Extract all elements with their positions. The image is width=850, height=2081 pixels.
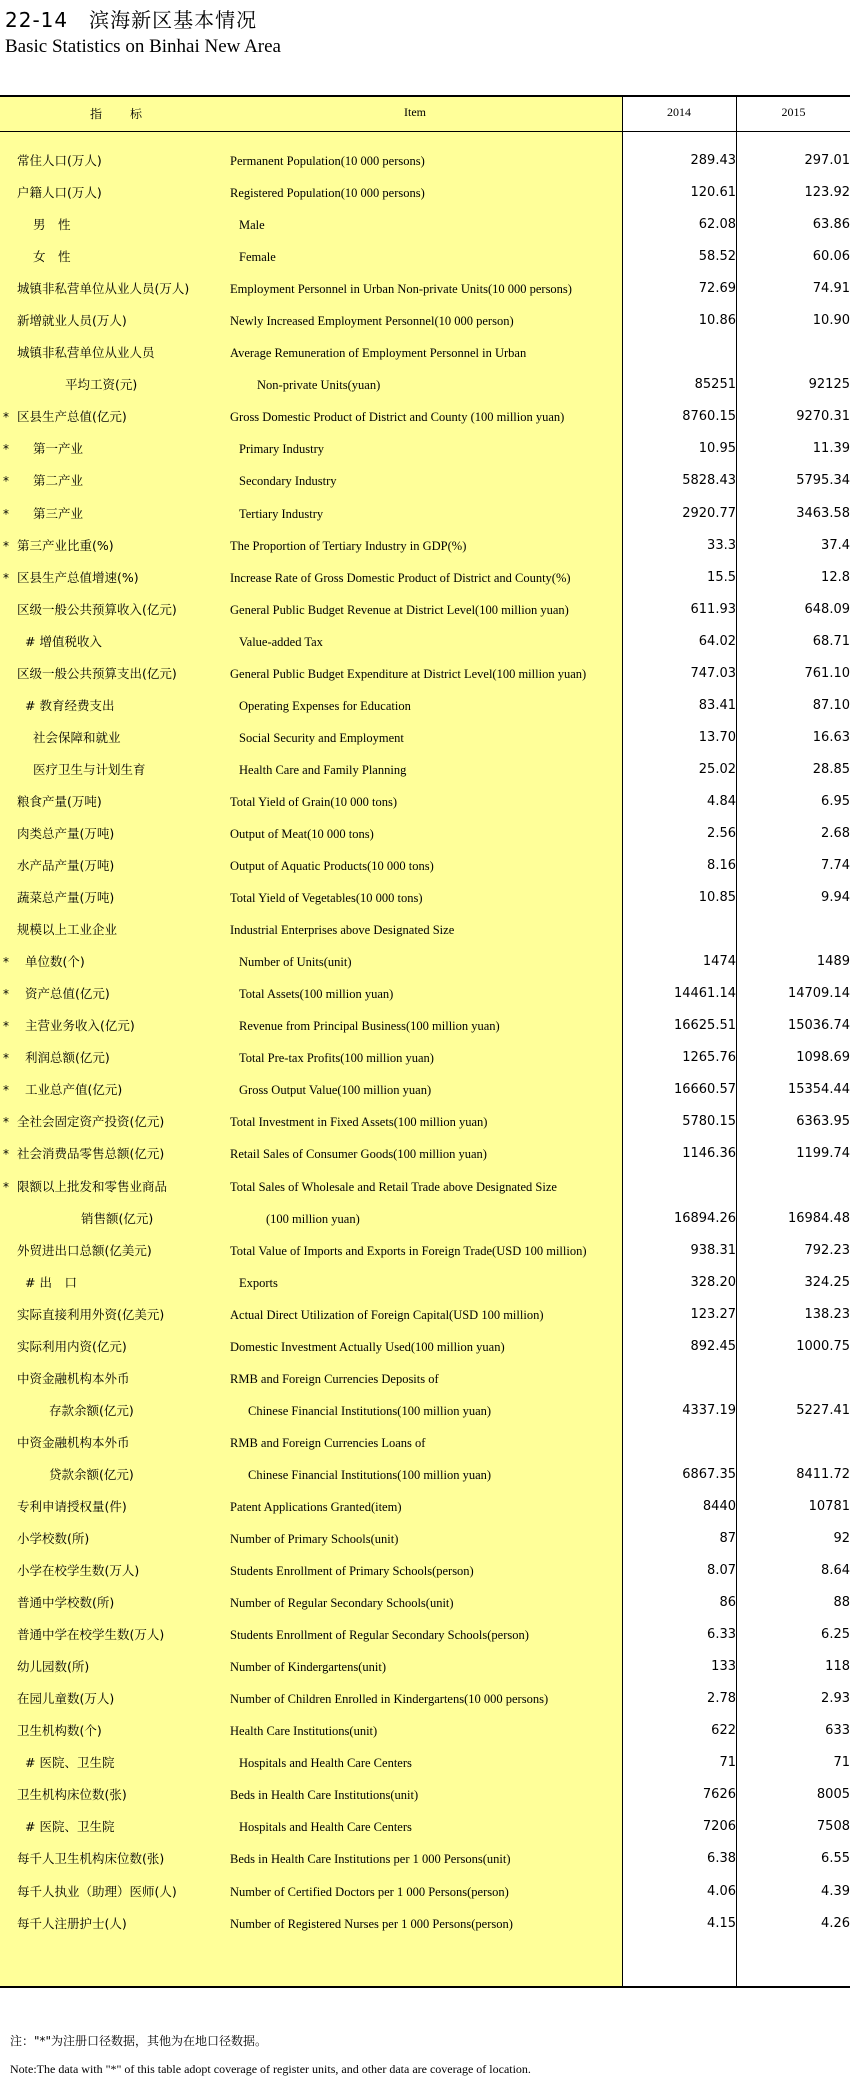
- indicator-label-en: Beds in Health Care Institutions per 1 000 Persons(unit): [230, 1852, 511, 1867]
- table-row: [0, 530, 850, 562]
- value-2015: 792.23: [804, 1242, 850, 1258]
- indicator-label-en: Total Sales of Wholesale and Retail Trade above Designated Size: [230, 1179, 557, 1194]
- value-2015: 15354.44: [787, 1082, 850, 1098]
- table-row: [0, 882, 850, 914]
- value-2015: 14709.14: [787, 986, 850, 1002]
- value-2014: 10.95: [698, 441, 736, 457]
- value-2014: 8.16: [707, 858, 736, 874]
- value-2014: 5780.15: [682, 1114, 736, 1130]
- indicator-label-zh: 第三产业: [33, 505, 84, 521]
- table-row: [0, 433, 850, 465]
- indicator-label-zh: 卫生机构数(个): [17, 1723, 102, 1739]
- value-2014: 622: [711, 1723, 736, 1739]
- indicator-label-zh: 户籍人口(万人): [17, 185, 102, 201]
- table-row: [0, 1747, 850, 1779]
- value-2014: 86: [719, 1595, 736, 1611]
- table-row: [0, 273, 850, 305]
- indicator-label-zh: 小学在校学生数(万人): [17, 1563, 140, 1579]
- indicator-label-zh: 全社会固定资产投资(亿元): [17, 1114, 165, 1130]
- value-2014: 71: [719, 1755, 736, 1771]
- indicator-label-zh: 中资金融机构本外币: [17, 1434, 130, 1450]
- indicator-label-en: Total Investment in Fixed Assets(100 million yuan): [230, 1115, 488, 1130]
- value-2015: 633: [825, 1723, 850, 1739]
- value-2014: 2.56: [707, 825, 736, 841]
- indicator-label-en: Average Remuneration of Employment Personnel in Urban: [230, 346, 527, 361]
- table-row: [0, 626, 850, 658]
- value-2014: 64.02: [698, 633, 736, 649]
- value-2015: 1098.69: [796, 1050, 850, 1066]
- indicator-label-en: RMB and Foreign Currencies Loans of: [230, 1435, 426, 1450]
- register-marker: *: [3, 474, 9, 489]
- value-2015: 138.23: [804, 1306, 850, 1322]
- value-2014: 5828.43: [682, 473, 736, 489]
- value-2014: 6.33: [707, 1627, 736, 1643]
- indicator-label-zh: 单位数(个): [25, 954, 85, 970]
- value-2014: 13.70: [698, 729, 736, 745]
- value-2015: 92125: [808, 377, 850, 393]
- table-row: [0, 1876, 850, 1908]
- table-row: [0, 978, 850, 1010]
- indicator-label-zh: 外贸进出口总额(亿美元): [17, 1242, 152, 1258]
- value-2015: 92: [833, 1531, 850, 1547]
- value-2014: 938.31: [690, 1242, 736, 1258]
- table-row: [0, 1843, 850, 1875]
- page-subtitle: Basic Statistics on Binhai New Area: [5, 36, 281, 57]
- indicator-label-en: Operating Expenses for Education: [239, 698, 411, 713]
- value-2015: 2.93: [821, 1691, 850, 1707]
- table-row: [0, 209, 850, 241]
- indicator-label-en: Total Yield of Vegetables(10 000 tons): [230, 891, 423, 906]
- table-row: [0, 401, 850, 433]
- value-2014: 611.93: [690, 601, 736, 617]
- indicator-label-zh: 资产总值(亿元): [25, 986, 110, 1002]
- indicator-label-zh: 利润总额(亿元): [25, 1050, 110, 1066]
- indicator-label-zh: 水产品产量(万吨): [17, 858, 115, 874]
- indicator-label-en: Value-added Tax: [239, 634, 323, 649]
- indicator-label-zh: 卫生机构床位数(张): [17, 1787, 127, 1803]
- indicator-label-zh: 每千人卫生机构床位数(张): [17, 1851, 165, 1867]
- indicator-label-zh: # 教育经费支出: [25, 697, 115, 713]
- value-2015: 8.64: [821, 1563, 850, 1579]
- table-row: [0, 1010, 850, 1042]
- value-2014: 123.27: [690, 1306, 736, 1322]
- value-2014: 120.61: [690, 185, 736, 201]
- indicator-label-en: General Public Budget Expenditure at District Level(100 million yuan): [230, 666, 587, 681]
- register-marker: *: [3, 955, 9, 970]
- table-row: [0, 1459, 850, 1491]
- indicator-label-zh: 规模以上工业企业: [17, 922, 118, 938]
- value-2014: 4337.19: [682, 1402, 736, 1418]
- indicator-label-zh: 存款余额(亿元): [49, 1402, 134, 1418]
- table-row: [0, 1299, 850, 1331]
- value-2015: 5227.41: [796, 1402, 850, 1418]
- indicator-label-zh: 常住人口(万人): [17, 153, 102, 168]
- indicator-label-zh: 在园儿童数(万人): [17, 1691, 115, 1707]
- table-row: [0, 594, 850, 626]
- value-2015: 15036.74: [787, 1018, 850, 1034]
- table-row: [0, 1779, 850, 1811]
- value-2015: 297.01: [804, 153, 850, 168]
- header-year-2015: 2015: [781, 105, 806, 119]
- value-2015: 16984.48: [787, 1210, 850, 1226]
- indicator-label-en: Permanent Population(10 000 persons): [230, 154, 425, 168]
- indicator-label-zh: 第三产业比重(%): [17, 537, 114, 553]
- value-2014: 83.41: [698, 697, 736, 713]
- table-row: [0, 946, 850, 978]
- indicator-label-zh: 平均工资(元): [65, 377, 138, 393]
- indicator-label-en: Number of Units(unit): [239, 955, 352, 970]
- value-2015: 1489: [816, 954, 850, 970]
- value-2015: 87.10: [812, 697, 850, 713]
- indicator-label-en: Health Care Institutions(unit): [230, 1724, 378, 1739]
- indicator-label-en: Primary Industry: [239, 442, 325, 457]
- value-2015: 7508: [816, 1819, 850, 1835]
- indicator-label-en: The Proportion of Tertiary Industry in GDP(%): [230, 538, 467, 553]
- indicator-label-en: Number of Children Enrolled in Kindergartens(10 000 persons): [230, 1692, 549, 1707]
- indicator-label-en: Number of Certified Doctors per 1 000 Persons(person): [230, 1884, 509, 1899]
- register-marker: *: [3, 506, 9, 521]
- table-row: [0, 850, 850, 882]
- value-2015: 6.95: [821, 793, 850, 809]
- table-row: [0, 1074, 850, 1106]
- indicator-label-zh: 新增就业人员(万人): [17, 313, 127, 329]
- table-row: [0, 722, 850, 754]
- indicator-label-en: Output of Aquatic Products(10 000 tons): [230, 859, 434, 874]
- footnote-chinese: 注："*"为注册口径数据，其他为在地口径数据。: [10, 2034, 268, 2048]
- register-marker: *: [3, 538, 9, 553]
- table-row: [0, 658, 850, 690]
- indicator-label-en: Number of Primary Schools(unit): [230, 1532, 399, 1547]
- table-row: [0, 177, 850, 209]
- value-2015: 71: [833, 1755, 850, 1771]
- value-2014: 10.86: [698, 313, 736, 329]
- table-row: [0, 786, 850, 818]
- table-row: [0, 1555, 850, 1587]
- indicator-label-en: Chinese Financial Institutions(100 million yuan): [248, 1467, 492, 1482]
- register-marker: *: [3, 1115, 9, 1130]
- table-row: [0, 818, 850, 850]
- value-2015: 10781: [808, 1498, 850, 1514]
- indicator-label-zh: 专利申请授权量(件): [17, 1498, 127, 1514]
- indicator-label-zh: 男 性: [33, 217, 71, 233]
- register-marker: *: [3, 987, 9, 1002]
- value-2015: 12.8: [821, 569, 850, 585]
- indicator-label-zh: # 医院、卫生院: [25, 1819, 115, 1835]
- value-2014: 58.52: [698, 249, 736, 265]
- table-row: [0, 1267, 850, 1299]
- indicator-label-zh: 城镇非私营单位从业人员(万人): [17, 281, 190, 297]
- indicator-label-zh: 幼儿园数(所): [17, 1659, 90, 1675]
- register-marker: *: [3, 1051, 9, 1066]
- indicator-label-en: Gross Output Value(100 million yuan): [239, 1083, 432, 1098]
- table-row: [0, 1235, 850, 1267]
- table-row: [0, 1042, 850, 1074]
- value-2015: 68.71: [812, 633, 850, 649]
- table-row: [0, 498, 850, 530]
- indicator-label-en: Tertiary Industry: [239, 506, 324, 521]
- table-row: [0, 465, 850, 497]
- register-marker: *: [3, 1083, 9, 1098]
- value-2014: 10.85: [698, 890, 736, 906]
- table-row: [0, 690, 850, 722]
- value-2015: 60.06: [812, 249, 850, 265]
- indicator-label-zh: 实际利用内资(亿元): [17, 1338, 127, 1354]
- value-2014: 4.15: [707, 1915, 736, 1931]
- table-row: [0, 562, 850, 594]
- value-2015: 6.55: [821, 1851, 850, 1867]
- value-2014: 289.43: [690, 153, 736, 168]
- table-row: [0, 914, 850, 946]
- table-row: [0, 1619, 850, 1651]
- indicator-label-zh: 中资金融机构本外币: [17, 1370, 130, 1386]
- indicator-label-zh: 销售额(亿元): [81, 1210, 154, 1226]
- value-2015: 9.94: [821, 890, 850, 906]
- header-year-2014: 2014: [667, 105, 691, 119]
- value-2015: 7.74: [821, 858, 850, 874]
- value-2014: 62.08: [698, 217, 736, 233]
- indicator-label-en: Industrial Enterprises above Designated Size: [230, 923, 455, 938]
- value-2014: 4.06: [707, 1883, 736, 1899]
- value-2015: 37.4: [821, 537, 850, 553]
- indicator-label-en: Beds in Health Care Institutions(unit): [230, 1788, 419, 1803]
- value-2014: 85251: [694, 377, 736, 393]
- value-2015: 6363.95: [796, 1114, 850, 1130]
- indicator-label-zh: 每千人执业（助理）医师(人): [17, 1883, 177, 1899]
- indicator-label-en: Male: [239, 218, 265, 233]
- indicator-label-en: Number of Regular Secondary Schools(unit): [230, 1596, 454, 1611]
- register-marker: *: [3, 570, 9, 585]
- value-2014: 1265.76: [682, 1050, 736, 1066]
- value-2015: 88: [833, 1595, 850, 1611]
- value-2014: 4.84: [707, 793, 736, 809]
- indicator-label-zh: 第一产业: [33, 441, 84, 457]
- table-row: [0, 1587, 850, 1619]
- table-row: [0, 337, 850, 369]
- indicator-label-zh: 区级一般公共预算收入(亿元): [17, 601, 177, 617]
- indicator-label-en: Hospitals and Health Care Centers: [239, 1756, 412, 1771]
- indicator-label-en: Number of Registered Nurses per 1 000 Persons(person): [230, 1916, 513, 1931]
- indicator-label-en: Chinese Financial Institutions(100 million yuan): [248, 1403, 492, 1418]
- table-row: [0, 1106, 850, 1138]
- table-row: [0, 1715, 850, 1747]
- indicator-label-en: Hospitals and Health Care Centers: [239, 1820, 412, 1835]
- value-2014: 8440: [702, 1498, 736, 1514]
- indicator-label-zh: 普通中学校数(所): [17, 1595, 115, 1611]
- indicator-label-zh: # 医院、卫生院: [25, 1755, 115, 1771]
- indicator-label-zh: 限额以上批发和零售业商品: [17, 1178, 168, 1194]
- table-row: [0, 1363, 850, 1395]
- header-item: Item: [404, 105, 426, 119]
- value-2015: 3463.58: [796, 505, 850, 521]
- indicator-label-zh: 区县生产总值(亿元): [17, 409, 127, 425]
- value-2015: 4.39: [821, 1883, 850, 1899]
- statistics-table: [0, 95, 850, 1988]
- table-row: [0, 754, 850, 786]
- indicator-label-en: General Public Budget Revenue at District Level(100 million yuan): [230, 602, 569, 617]
- value-2015: 5795.34: [796, 473, 850, 489]
- value-2015: 1199.74: [796, 1146, 850, 1162]
- value-2014: 2.78: [707, 1691, 736, 1707]
- indicator-label-en: Patent Applications Granted(item): [230, 1499, 402, 1514]
- indicator-label-zh: 工业总产值(亿元): [25, 1082, 123, 1098]
- value-2014: 87: [719, 1531, 736, 1547]
- table-row: [0, 1811, 850, 1843]
- indicator-label-zh: 粮食产量(万吨): [17, 793, 102, 809]
- indicator-label-zh: 主营业务收入(亿元): [25, 1018, 135, 1034]
- value-2014: 328.20: [690, 1274, 736, 1290]
- indicator-label-en: Students Enrollment of Regular Secondary Schools(person): [230, 1628, 529, 1643]
- table-body: [0, 145, 850, 1940]
- table-row: [0, 369, 850, 401]
- value-2015: 2.68: [821, 825, 850, 841]
- value-2015: 74.91: [812, 281, 850, 297]
- indicator-label-zh: 小学校数(所): [17, 1531, 90, 1547]
- indicator-label-en: Social Security and Employment: [239, 730, 404, 745]
- indicator-label-en: Gross Domestic Product of District and County (100 million yuan): [230, 410, 565, 425]
- value-2015: 1000.75: [796, 1338, 850, 1354]
- indicator-label-zh: # 出 口: [25, 1274, 77, 1290]
- indicator-label-en: Female: [239, 250, 276, 265]
- page-title: 22-14 滨海新区基本情况: [5, 8, 258, 32]
- table-row: [0, 241, 850, 273]
- value-2014: 1474: [702, 954, 736, 970]
- indicator-label-en: Actual Direct Utilization of Foreign Capital(USD 100 million): [230, 1307, 544, 1322]
- value-2014: 6.38: [707, 1851, 736, 1867]
- table-row: [0, 1331, 850, 1363]
- indicator-label-zh: 社会保障和就业: [33, 729, 121, 745]
- value-2014: 7206: [702, 1819, 736, 1835]
- value-2015: 11.39: [812, 441, 850, 457]
- indicator-label-zh: 实际直接利用外资(亿美元): [17, 1306, 165, 1322]
- value-2014: 8.07: [707, 1563, 736, 1579]
- indicator-label-en: RMB and Foreign Currencies Deposits of: [230, 1371, 439, 1386]
- indicator-label-en: Newly Increased Employment Personnel(10 000 person): [230, 314, 514, 329]
- register-marker: *: [3, 442, 9, 457]
- value-2014: 8760.15: [682, 409, 736, 425]
- value-2014: 15.5: [707, 569, 736, 585]
- indicator-label-en: Total Yield of Grain(10 000 tons): [230, 794, 398, 809]
- value-2015: 10.90: [812, 313, 850, 329]
- value-2014: 1146.36: [682, 1146, 736, 1162]
- indicator-label-en: Students Enrollment of Primary Schools(person): [230, 1564, 474, 1579]
- value-2015: 324.25: [804, 1274, 850, 1290]
- value-2014: 16894.26: [673, 1210, 736, 1226]
- value-2015: 63.86: [812, 217, 850, 233]
- value-2015: 16.63: [812, 729, 850, 745]
- value-2015: 28.85: [812, 761, 850, 777]
- table-row: [0, 1491, 850, 1523]
- indicator-label-en: Total Pre-tax Profits(100 million yuan): [239, 1051, 434, 1066]
- value-2014: 7626: [702, 1787, 736, 1803]
- indicator-label-zh: 第二产业: [33, 473, 84, 489]
- value-2014: 25.02: [698, 761, 736, 777]
- table-row: [0, 1138, 850, 1170]
- indicator-label-en: Total Assets(100 million yuan): [239, 987, 394, 1002]
- value-2015: 6.25: [821, 1627, 850, 1643]
- table-row: [0, 1683, 850, 1715]
- value-2015: 4.26: [821, 1915, 850, 1931]
- table-row: [0, 1203, 850, 1235]
- indicator-label-en: (100 million yuan): [266, 1211, 360, 1226]
- register-marker: *: [3, 1179, 9, 1194]
- indicator-label-en: Registered Population(10 000 persons): [230, 186, 425, 201]
- header-indicator: 指 标: [90, 107, 151, 121]
- indicator-label-en: Revenue from Principal Business(100 million yuan): [239, 1019, 500, 1034]
- table-row: [0, 1171, 850, 1203]
- table-row: [0, 1908, 850, 1940]
- value-2014: 6867.35: [682, 1466, 736, 1482]
- indicator-label-en: Secondary Industry: [239, 474, 337, 489]
- header-divider: [0, 131, 850, 132]
- value-2015: 118: [825, 1659, 850, 1675]
- table-row: [0, 1523, 850, 1555]
- indicator-label-zh: 城镇非私营单位从业人员: [17, 345, 155, 361]
- indicator-label-zh: # 增值税收入: [25, 633, 102, 649]
- indicator-label-en: Employment Personnel in Urban Non-private Units(10 000 persons): [230, 282, 572, 297]
- table-row: [0, 1395, 850, 1427]
- indicator-label-zh: 医疗卫生与计划生育: [33, 761, 146, 777]
- table-row: [0, 305, 850, 337]
- indicator-label-en: Non-private Units(yuan): [257, 378, 381, 393]
- indicator-label-en: Domestic Investment Actually Used(100 million yuan): [230, 1339, 505, 1354]
- footnote-english: Note:The data with "*" of this table adopt coverage of register units, and other data are coverage of location.: [10, 2062, 531, 2076]
- value-2014: 14461.14: [673, 986, 736, 1002]
- value-2015: 8005: [816, 1787, 850, 1803]
- indicator-label-zh: 每千人注册护士(人): [17, 1915, 127, 1931]
- indicator-label-zh: 女 性: [33, 249, 71, 265]
- indicator-label-en: Exports: [239, 1275, 278, 1290]
- table-row: [0, 145, 850, 177]
- indicator-label-zh: 贷款余额(亿元): [49, 1466, 134, 1482]
- register-marker: *: [3, 410, 9, 425]
- indicator-label-en: Output of Meat(10 000 tons): [230, 826, 374, 841]
- register-marker: *: [3, 1019, 9, 1034]
- value-2014: 133: [711, 1659, 736, 1675]
- value-2015: 123.92: [804, 185, 850, 201]
- indicator-label-en: Increase Rate of Gross Domestic Product of District and County(%): [230, 570, 571, 585]
- indicator-label-zh: 肉类总产量(万吨): [17, 825, 115, 841]
- value-2015: 648.09: [804, 601, 850, 617]
- indicator-label-en: Retail Sales of Consumer Goods(100 million yuan): [230, 1147, 487, 1162]
- indicator-label-zh: 区县生产总值增速(%): [17, 569, 139, 585]
- indicator-label-zh: 蔬菜总产量(万吨): [17, 890, 115, 906]
- value-2014: 16660.57: [673, 1082, 736, 1098]
- indicator-label-zh: 普通中学在校学生数(万人): [17, 1627, 165, 1643]
- indicator-label-en: Health Care and Family Planning: [239, 762, 407, 777]
- value-2015: 8411.72: [796, 1466, 850, 1482]
- indicator-label-en: Total Value of Imports and Exports in Foreign Trade(USD 100 million): [230, 1243, 587, 1258]
- indicator-label-zh: 社会消费品零售总额(亿元): [17, 1146, 165, 1162]
- value-2014: 892.45: [690, 1338, 736, 1354]
- value-2014: 72.69: [698, 281, 736, 297]
- indicator-label-zh: 区级一般公共预算支出(亿元): [17, 665, 177, 681]
- value-2014: 16625.51: [673, 1018, 736, 1034]
- indicator-label-en: Number of Kindergartens(unit): [230, 1660, 386, 1675]
- table-row: [0, 1427, 850, 1459]
- register-marker: *: [3, 1147, 9, 1162]
- table-row: [0, 1651, 850, 1683]
- value-2015: 9270.31: [796, 409, 850, 425]
- value-2014: 2920.77: [682, 505, 736, 521]
- value-2015: 761.10: [804, 665, 850, 681]
- value-2014: 747.03: [690, 665, 736, 681]
- value-2014: 33.3: [707, 537, 736, 553]
